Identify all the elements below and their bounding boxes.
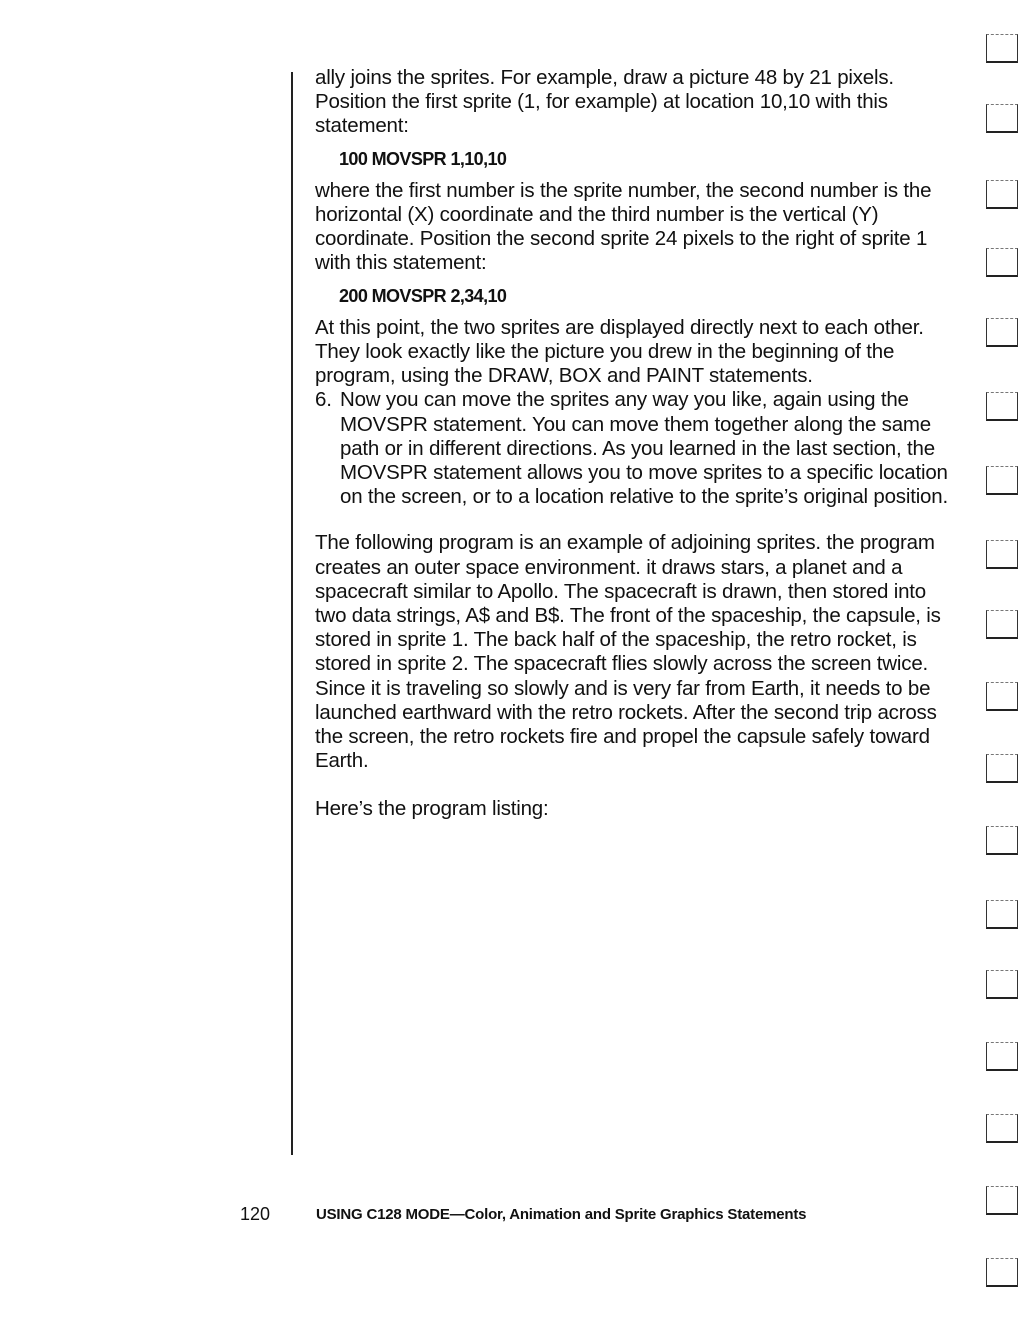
binder-tab-mark <box>986 318 1018 347</box>
binder-tab-mark <box>986 1114 1018 1143</box>
page-number: 120 <box>240 1204 271 1224</box>
binder-tab-mark <box>986 1042 1018 1071</box>
paragraph-coordinates: where the first number is the sprite number, the second number is the horizontal (X) coordinate and the third number is the vertical (Y) coordinate. Position the second sprite 24 pixels to the right of sprite 1 with this statement: <box>315 178 932 275</box>
list-item-6 <box>315 388 960 509</box>
paragraph-program-description: The following program is an example of adjoining sprites. the program creates an outer space environment. it draws stars, a planet and a spacecraft similar to Apollo. The spacecraft is drawn, then stored into two data strings, A$ and B$. The front of the spaceship, the capsule, is stored in sprite 1. The back half of the spaceship, the retro rocket, is stored in sprite 2. The spacecraft flies slowly across the screen twice. Since it is traveling so slowly and is very far from Earth, it needs to be launched earthward with the retro rockets. After the second trip across the screen, the retro rockets fire and propel the capsule safely toward Earth. <box>315 531 941 773</box>
running-head-subtitle: —Color, Animation and Sprite Graphics Statements <box>449 1206 807 1223</box>
list-item-number: 6. <box>315 388 332 412</box>
binder-tab-mark <box>986 248 1018 277</box>
binder-tab-mark <box>986 1258 1018 1287</box>
binder-tab-mark <box>986 682 1018 711</box>
paragraph-listing-intro: Here’s the program listing: <box>315 797 549 821</box>
margin-rule <box>291 72 293 1155</box>
binder-tab-mark <box>986 180 1018 209</box>
binder-tab-mark <box>986 754 1018 783</box>
binder-tab-mark <box>986 900 1018 929</box>
body-text <box>315 66 960 822</box>
binder-tab-mark <box>986 1186 1018 1215</box>
code-line-200: 200 MOVSPR 2,34,10 <box>339 285 507 306</box>
paragraph-intro: ally joins the sprites. For example, draw a picture 48 by 21 pixels. Position the first sprite (1, for example) at location 10,10 with this statement: <box>315 66 894 138</box>
binder-tab-mark <box>986 970 1018 999</box>
binder-tab-mark <box>986 104 1018 133</box>
code-line-100: 100 MOVSPR 1,10,10 <box>339 148 507 169</box>
running-head-title: USING C128 MODE <box>316 1206 450 1223</box>
binder-tab-mark <box>986 610 1018 639</box>
paragraph-displayed: At this point, the two sprites are displayed directly next to each other. They look exactly like the picture you drew in the beginning of the program, using the DRAW, BOX and PAINT statements. <box>315 315 924 388</box>
binder-tab-mark <box>986 826 1018 855</box>
binder-tab-mark <box>986 540 1018 569</box>
binder-tab-mark <box>986 34 1018 63</box>
binder-tab-mark <box>986 466 1018 495</box>
binder-tabs <box>982 30 1022 1310</box>
list-item-text: Now you can move the sprites any way you like, again using the MOVSPR statement. You can move them together along the same path or in different directions. As you learned in the last section, the MOVSPR statement allows you to move sprites to a specific location on the screen, or to a location relative to the sprite’s original position. <box>340 388 948 509</box>
binder-tab-mark <box>986 392 1018 421</box>
running-head <box>316 1206 806 1223</box>
